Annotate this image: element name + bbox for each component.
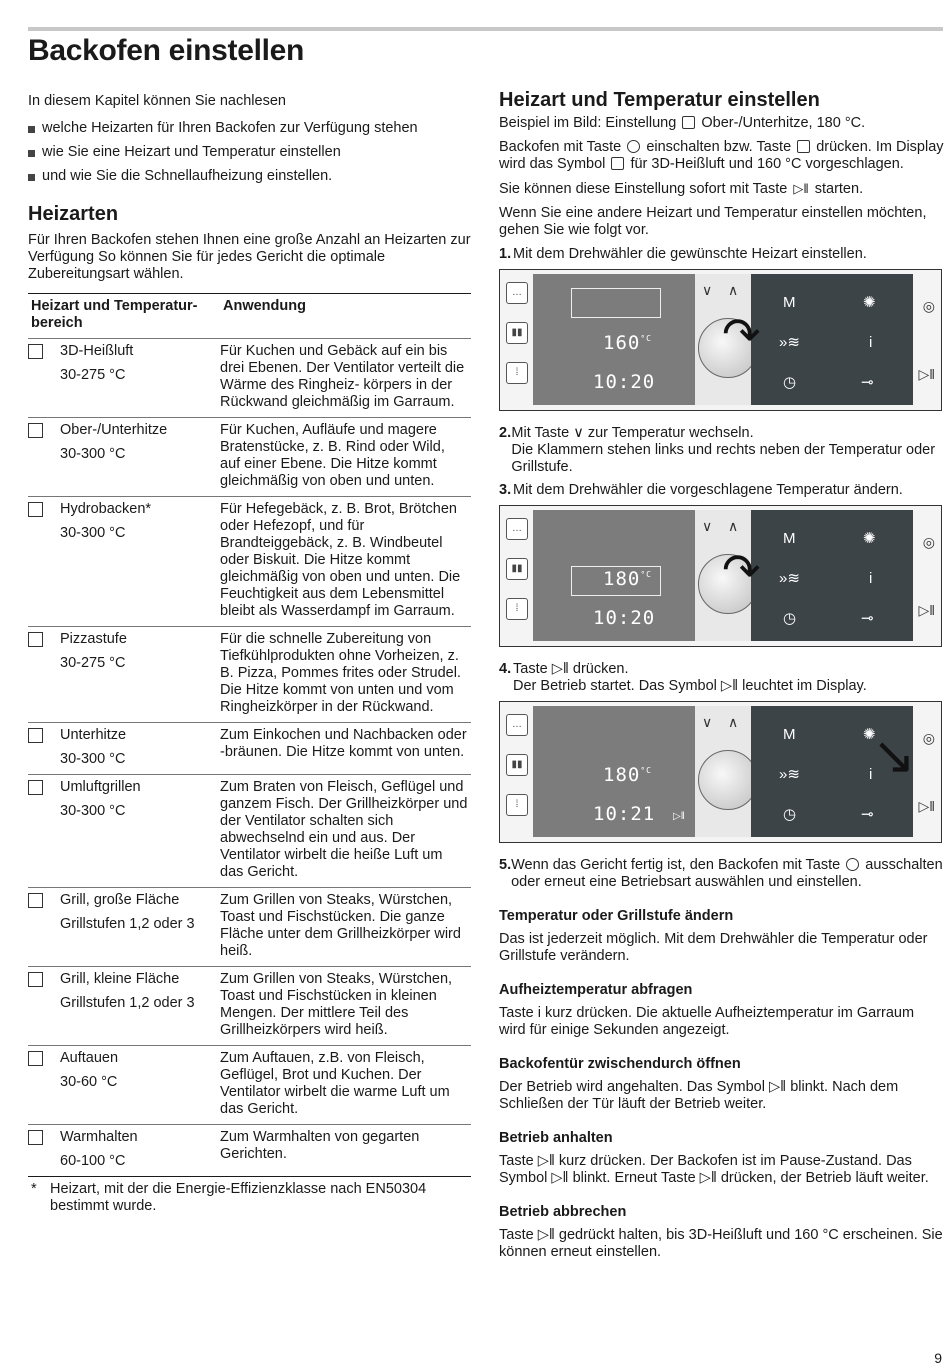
paragraph: Wenn Sie eine andere Heizart und Temperatur einstellen möchten, gehen Sie wie folgt vor. (499, 205, 927, 238)
heating-name: Auftauen (60, 1050, 119, 1066)
left-column (28, 92, 471, 1215)
top-bottom-heat-icon (28, 423, 43, 438)
display-time: 10:20 (593, 371, 656, 393)
rapid-heat-icon: »≋ (779, 570, 800, 587)
table-row (28, 1046, 471, 1125)
top-bottom-heat-icon (682, 116, 695, 129)
pointer-arrow-icon: ↘ (872, 727, 916, 785)
start-pause-icon: ▷‖ (793, 181, 809, 196)
heating-use: Zum Grillen von Steaks, Würstchen, Toast und Fischstücken in kleinen Mengen. Der mittlere Teil des Grillheizkörpers wird heiß. (220, 967, 471, 1046)
heating-range: 30-300 °C (60, 446, 126, 462)
heating-name: Hydrobacken* (60, 501, 152, 517)
top-rule (28, 27, 943, 31)
table-row (28, 888, 471, 967)
power-icon: ◎ (922, 298, 935, 314)
table-row (28, 723, 471, 775)
info-icon: i (869, 766, 873, 783)
list-item: welche Heizarten für Ihren Backofen zur Verfügung stehen (28, 120, 471, 137)
heating-name: Grill, große Fläche (60, 892, 180, 908)
info-icon: i (869, 570, 873, 587)
display-temperature: $180^{^\circ C}$ (603, 568, 652, 590)
subheading: Aufheiztemperatur abfragen (499, 982, 693, 998)
power-icon (627, 140, 640, 153)
heating-range: 30-300 °C (60, 803, 126, 819)
paragraph: Taste ▷‖ kurz drücken. Der Backofen ist im Pause-Zustand. Das Symbol ▷‖ blinkt. Erneut Taste ▷‖ drücken, der Betrieb läuft weiter. (499, 1153, 929, 1186)
rapid-heat-icon: »≋ (779, 766, 800, 783)
key-icon: ⊸ (861, 806, 874, 823)
subheading: Temperatur oder Grillstufe ändern (499, 908, 734, 924)
pizza-setting-icon (28, 632, 43, 647)
table-row (28, 775, 471, 888)
info-icon: i (869, 334, 873, 351)
paragraph: Beispiel im Bild: Einstellung Ober-/Unterhitze, 180 °C. (499, 115, 866, 131)
heating-table (28, 293, 471, 1177)
control-panel-1 (499, 269, 942, 411)
menu-icon: … (506, 714, 528, 736)
dots-icon: ⁞ (506, 598, 528, 620)
display-time: 10:21 (593, 803, 656, 825)
hydro-baking-icon (28, 502, 43, 517)
step-5: 5. Wenn das Gericht fertig ist, den Backofen mit Taste ausschalten oder erneut eine Betriebsart auswählen und einstellen. (499, 857, 943, 890)
chevron-down-icon: ∨ (573, 425, 584, 441)
table-row (28, 967, 471, 1046)
heating-name: Grill, kleine Fläche (60, 971, 180, 987)
button-field (751, 274, 913, 405)
tray-icon: ▮▮ (506, 754, 528, 776)
chevron-down-icon[interactable]: ∨ (702, 518, 713, 534)
step-1: 1. Mit dem Drehwähler die gewünschte Heizart einstellen. (499, 246, 867, 262)
tray-icon: ▮▮ (506, 322, 528, 344)
list-item: wie Sie eine Heizart und Temperatur einstellen (28, 144, 471, 161)
heating-range: 30-300 °C (60, 525, 126, 541)
start-pause-icon: ▷‖ (918, 798, 935, 814)
subheading: Betrieb anhalten (499, 1130, 613, 1146)
heating-name: Unterhitze (60, 727, 127, 743)
table-row (28, 418, 471, 497)
paragraph: Taste ▷‖ gedrückt halten, bis 3D-Heißluft und 160 °C erscheinen. Sie können erneut einstellen. (499, 1227, 943, 1260)
step-4: 4. Taste ▷‖ drücken. Der Betrieb startet. Das Symbol ▷‖ leuchtet im Display. (499, 661, 867, 694)
table-row (28, 1125, 471, 1177)
grill-small-icon (28, 972, 43, 987)
rotation-arrow-icon: ↷ (722, 544, 761, 596)
intro-list (28, 120, 471, 185)
heating-range: 30-300 °C (60, 751, 126, 767)
heating-use: Zum Grillen von Steaks, Würstchen, Toast und Fischstücken. Die ganze Fläche unter dem Grillheizkörper wird heiß. (220, 888, 471, 967)
hot-air-icon (28, 344, 43, 359)
rotary-selector[interactable] (698, 750, 758, 810)
subheading: Betrieb abbrechen (499, 1204, 627, 1220)
start-pause-icon: ▷‖ (537, 1153, 555, 1169)
start-pause-icon: ▷‖ (551, 1170, 569, 1186)
rapid-heat-icon: »≋ (779, 334, 800, 351)
right-column (499, 89, 944, 1261)
section-heading: Heizart und Temperatur einstellen (499, 89, 820, 111)
paragraph: Das ist jederzeit möglich. Mit dem Drehwähler die Temperatur oder Grillstufe verändern. (499, 931, 928, 964)
heating-name: Warmhalten (60, 1129, 138, 1145)
chevron-up-icon[interactable]: ∧ (728, 518, 739, 534)
key-icon: ⊸ (861, 374, 874, 391)
step-2: 2. Mit Taste ∨ zur Temperatur wechseln. Die Klammern stehen links und rechts neben der Temperatur oder Grillstufe. (499, 425, 936, 475)
display-temperature: $180^{^\circ C}$ (603, 764, 652, 786)
heating-range: 30-60 °C (60, 1074, 118, 1090)
button-field (751, 510, 913, 641)
power-icon: ◎ (922, 534, 935, 550)
heating-name: Umluftgrillen (60, 779, 141, 795)
heating-use: Zum Warmhalten von gegarten Gerichten. (220, 1125, 471, 1177)
program-icon: M (783, 294, 796, 311)
paragraph: Taste i kurz drücken. Die aktuelle Aufheiztemperatur im Garraum wird für einige Sekunden angezeigt. (499, 1005, 915, 1038)
program-icon: M (783, 726, 796, 743)
start-pause-icon: ▷‖ (769, 1079, 787, 1095)
paragraph: Backofen mit Taste einschalten bzw. Taste drücken. Im Display wird das Symbol für 3D-Heißluft und 160 °C vorgeschlagen. (499, 139, 944, 172)
heating-range: Grillstufen 1,2 oder 3 (60, 916, 195, 932)
key-icon: ⊸ (861, 610, 874, 627)
start-pause-icon: ▷‖ (699, 1170, 717, 1186)
heating-name: 3D-Heißluft (60, 343, 134, 359)
heating-name: Ober-/Unterhitze (60, 422, 168, 438)
chevron-down-icon[interactable]: ∨ (702, 714, 713, 730)
display-time: 10:20 (593, 607, 656, 629)
hot-air-icon (611, 157, 624, 170)
control-panel-2 (499, 505, 942, 647)
intro-text: In diesem Kapitel können Sie nachlesen (28, 93, 286, 109)
defrost-icon (28, 1051, 43, 1066)
paragraph: Sie können diese Einstellung sofort mit Taste ▷‖ starten. (499, 181, 864, 197)
start-pause-icon: ▷‖ (537, 1227, 555, 1243)
display-temperature: $160^{^\circ C}$ (603, 332, 652, 354)
table-row (28, 339, 471, 418)
table-header-use: Anwendung (220, 294, 471, 339)
hot-air-grill-icon (28, 780, 43, 795)
start-pause-icon: ▷‖ (551, 661, 569, 677)
table-row (28, 497, 471, 627)
clock-icon: ◷ (783, 610, 797, 627)
start-pause-icon: ▷‖ (720, 678, 739, 694)
heating-use: Für Kuchen und Gebäck auf ein bis drei Ebenen. Der Ventilator verteilt die Wärme des Ringheiz- körpers in der Rückwand gleichmäßig im Garraum. (220, 339, 471, 418)
display (533, 510, 695, 641)
keep-warm-icon (28, 1130, 43, 1145)
heating-name: Pizzastufe (60, 631, 127, 647)
heating-range: 30-275 °C (60, 367, 126, 383)
rotation-arrow-icon: ↷ (722, 308, 761, 360)
menu-icon (797, 140, 810, 153)
grill-large-icon (28, 893, 43, 908)
page-number: 9 (934, 1350, 942, 1366)
power-icon (846, 858, 859, 871)
display (533, 274, 695, 405)
chevron-up-icon[interactable]: ∧ (728, 282, 739, 298)
heating-use: Zum Braten von Fleisch, Geflügel und ganzem Fisch. Der Grillheizkörper und der Ventilator schalten sich abwechselnd ein und aus. Der Ventilator wirbelt die heiße Luft um das Gericht. (220, 775, 471, 888)
start-pause-icon: ▷‖ (918, 366, 935, 382)
heating-use: Für Hefegebäck, z. B. Brot, Brötchen oder Hefezopf, und für Brandteiggebäck, z. B. Windbeutel oder Biskuit. Die Hitze kommt gleichmäßig von oben und unten. Die Feuchtigkeit aus dem Lebensmittel bleibt als Wasserdampf im Garraum. (220, 497, 471, 627)
list-item: und wie Sie die Schnellaufheizung einstellen. (28, 168, 471, 185)
control-panel-3 (499, 701, 942, 843)
heating-use: Zum Auftauen, z.B. von Fleisch, Geflügel, Brot und Kuchen. Der Ventilator wirbelt die warme Luft um das Gericht. (220, 1046, 471, 1125)
display (533, 706, 695, 837)
chevron-down-icon[interactable]: ∨ (702, 282, 713, 298)
start-pause-icon: ▷‖ (673, 811, 685, 822)
clock-icon: ◷ (783, 374, 797, 391)
menu-icon: … (506, 282, 528, 304)
power-icon: ◎ (922, 730, 935, 746)
heizarten-heading: Heizarten (28, 203, 119, 225)
page-title: Backofen einstellen (28, 34, 305, 67)
dots-icon: ⁞ (506, 794, 528, 816)
table-header-heating: Heizart und Temperatur-bereich (28, 294, 220, 339)
start-pause-icon: ▷‖ (918, 602, 935, 618)
program-icon: M (783, 530, 796, 547)
heating-range: 30-275 °C (60, 655, 126, 671)
clock-icon: ◷ (783, 806, 797, 823)
chevron-up-icon[interactable]: ∧ (728, 714, 739, 730)
heating-range: Grillstufen 1,2 oder 3 (60, 995, 195, 1011)
heating-use: Für die schnelle Zubereitung von Tiefkühlprodukten ohne Vorheizen, z. B. Pizza, Pommes frites oder Strudel. Die Hitze kommt von unten und vom Ringheizkörper in der Rückwand. (220, 627, 471, 723)
heating-use: Für Kuchen, Aufläufe und magere Bratenstücke, z. B. Rind oder Wild, auf einer Ebene. Die Hitze kommt gleichmäßig von oben und unten. (220, 418, 471, 497)
heating-range: 60-100 °C (60, 1153, 126, 1169)
heating-use: Zum Einkochen und Nachbacken oder -bräunen. Die Hitze kommt von unten. (220, 723, 471, 775)
light-icon: ✺ (863, 726, 876, 743)
menu-icon: … (506, 518, 528, 540)
light-icon: ✺ (863, 294, 876, 311)
step-3: 3. Mit dem Drehwähler die vorgeschlagene Temperatur ändern. (499, 482, 903, 498)
info-icon: i (537, 1005, 541, 1021)
heizarten-intro: Für Ihren Backofen stehen Ihnen eine große Anzahl an Heizarten zur Verfügung So können Sie für jedes Gericht die optimale Zubereitungsart wählen. (28, 232, 471, 282)
subheading: Backofentür zwischendurch öffnen (499, 1056, 741, 1072)
light-icon: ✺ (863, 530, 876, 547)
table-row (28, 627, 471, 723)
footnote: * Heizart, mit der die Energie-Effizienzklasse nach EN50304 bestimmt wurde. (31, 1181, 427, 1214)
dots-icon: ⁞ (506, 362, 528, 384)
tray-icon: ▮▮ (506, 558, 528, 580)
paragraph: Der Betrieb wird angehalten. Das Symbol ▷‖ blinkt. Nach dem Schließen der Tür läuft der Betrieb weiter. (499, 1079, 899, 1112)
bottom-heat-icon (28, 728, 43, 743)
